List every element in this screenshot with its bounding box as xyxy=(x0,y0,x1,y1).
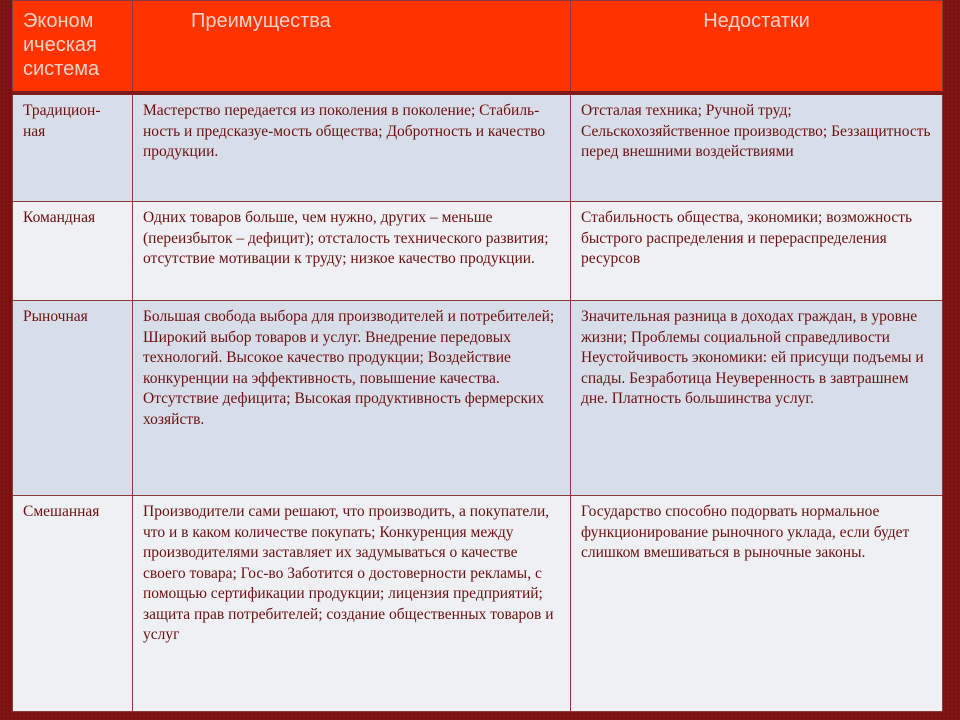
disadvantages-cell: Отсталая техника; Ручной труд; Сельскохозяйственное производство; Беззащитность перед внешними воздействиями xyxy=(571,93,943,202)
table-header-row xyxy=(13,1,943,94)
header-system: Эконом ическая система xyxy=(13,1,133,94)
header-advantages: Преимущества xyxy=(133,1,571,94)
disadvantages-cell: Стабильность общества, экономики; возможность быстрого распределения и перераспределения ресурсов xyxy=(571,202,943,301)
advantages-cell: Одних товаров больше, чем нужно, других – меньше (переизбыток – дефицит); отсталость технического развития; отсутствие мотивации к труду; низкое качество продукции. xyxy=(133,202,571,301)
system-name: Смешанная xyxy=(13,496,133,712)
table-row xyxy=(13,202,943,301)
disadvantages-cell: Государство способно подорвать нормальное функционирование рыночного уклада, если будет слишком вмешиваться в рыночные законы. xyxy=(571,496,943,712)
advantages-cell: Большая свобода выбора для производителей и потребителей; Широкий выбор товаров и услуг. Внедрение передовых технологий. Высокое качество продукции; Воздействие конкуренции на эффективность, повышение качества. Отсутствие дефицита; Высокая продуктивность фермерских хозяйств. xyxy=(133,301,571,496)
disadvantages-cell: Значительная разница в доходах граждан, в уровне жизни; Проблемы социальной справедливости Неустойчивость экономики: ей присущи подъемы и спады. Безработица Неуверенность в завтрашнем дне. Платность большинства услуг. xyxy=(571,301,943,496)
system-name: Традицион-ная xyxy=(13,93,133,202)
advantages-cell: Производители сами решают, что производить, а покупатели, что и в каком количестве покупать; Конкуренция между производителями заставляет их задумываться о качестве своего товара; Гос-во Заботится о достоверности рекламы, с помощью сертификации продукции; лицензия предприятий; защита прав потребителей; создание общественных товаров и услуг xyxy=(133,496,571,712)
advantages-cell: Мастерство передается из поколения в поколение; Стабиль-ность и предсказуе-мость общества; Добротность и качество продукции. xyxy=(133,93,571,202)
system-name: Командная xyxy=(13,202,133,301)
header-disadvantages: Недостатки xyxy=(571,1,943,94)
economic-systems-table xyxy=(12,0,943,712)
table-row xyxy=(13,93,943,202)
table-row xyxy=(13,301,943,496)
table-row xyxy=(13,496,943,712)
system-name: Рыночная xyxy=(13,301,133,496)
